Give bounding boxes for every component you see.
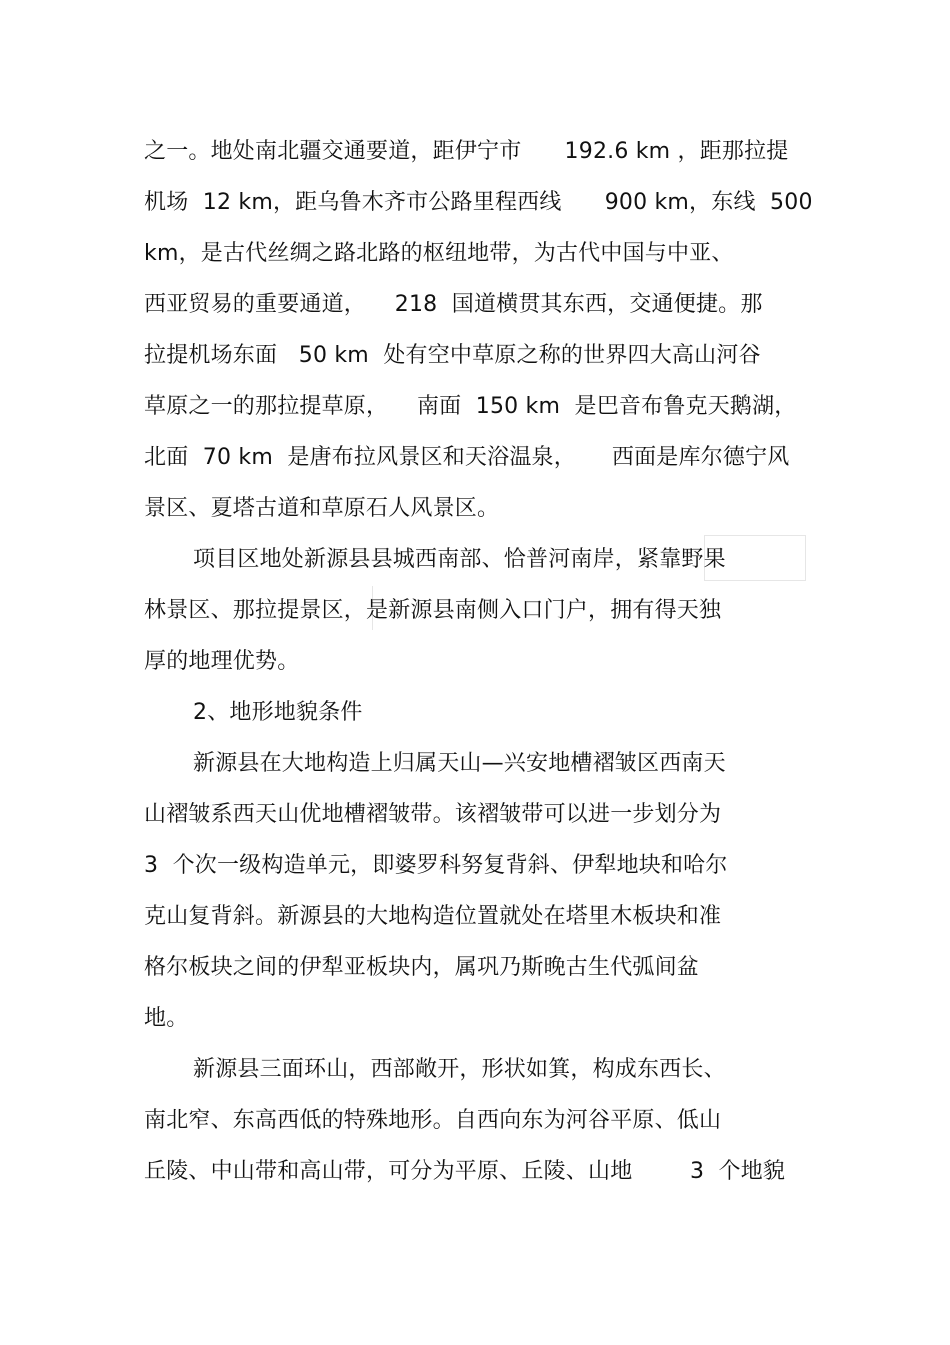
text-line: 之一。地处南北疆交通要道，距伊宁市 192.6 km ，距那拉提 xyxy=(144,139,789,164)
paragraph-first-line: 新源县在大地构造上归属天山—兴安地槽褶皱区西南天 xyxy=(193,751,726,776)
paragraph-first-line: 新源县三面环山，西部敞开，形状如箕，构成东西长、 xyxy=(193,1057,726,1082)
text-line: km，是古代丝绸之路北路的枢纽地带，为古代中国与中亚、 xyxy=(144,241,734,266)
paragraph-first-line: 项目区地处新源县县城西南部、恰普河南岸，紧靠野果 xyxy=(193,547,726,572)
text-line: 草原之一的那拉提草原， 南面 150 km 是巴音布鲁克天鹅湖， xyxy=(144,394,797,419)
text-line: 南北窄、东高西低的特殊地形。自西向东为河谷平原、低山 xyxy=(144,1108,722,1133)
text-line: 格尔板块之间的伊犁亚板块内，属巩乃斯晚古生代弧间盆 xyxy=(144,955,700,980)
text-line: 机场 12 km，距乌鲁木齐市公路里程西线 900 km，东线 500 xyxy=(144,190,813,215)
text-line: 地。 xyxy=(144,1006,189,1031)
text-line: 西亚贸易的重要通道， 218 国道横贯其东西，交通便捷。那 xyxy=(144,292,763,317)
section-heading: 2、地形地貌条件 xyxy=(193,700,363,725)
text-line: 克山复背斜。新源县的大地构造位置就处在塔里木板块和准 xyxy=(144,904,722,929)
text-line: 林景区、那拉提景区，是新源县南侧入口门户，拥有得天独 xyxy=(144,598,722,623)
text-line: 拉提机场东面 50 km 处有空中草原之称的世界四大高山河谷 xyxy=(144,343,761,368)
text-line: 北面 70 km 是唐布拉风景区和天浴温泉， 西面是库尔德宁风 xyxy=(144,445,790,470)
text-line: 丘陵、中山带和高山带，可分为平原、丘陵、山地 3 个地貌 xyxy=(144,1159,786,1184)
text-line: 山褶皱系西天山优地槽褶皱带。该褶皱带可以进一步划分为 xyxy=(144,802,722,827)
text-line: 景区、夏塔古道和草原石人风景区。 xyxy=(144,496,500,521)
text-line: 厚的地理优势。 xyxy=(144,649,300,674)
text-line: 3 个次一级构造单元，即婆罗科努复背斜、伊犁地块和哈尔 xyxy=(144,853,728,878)
